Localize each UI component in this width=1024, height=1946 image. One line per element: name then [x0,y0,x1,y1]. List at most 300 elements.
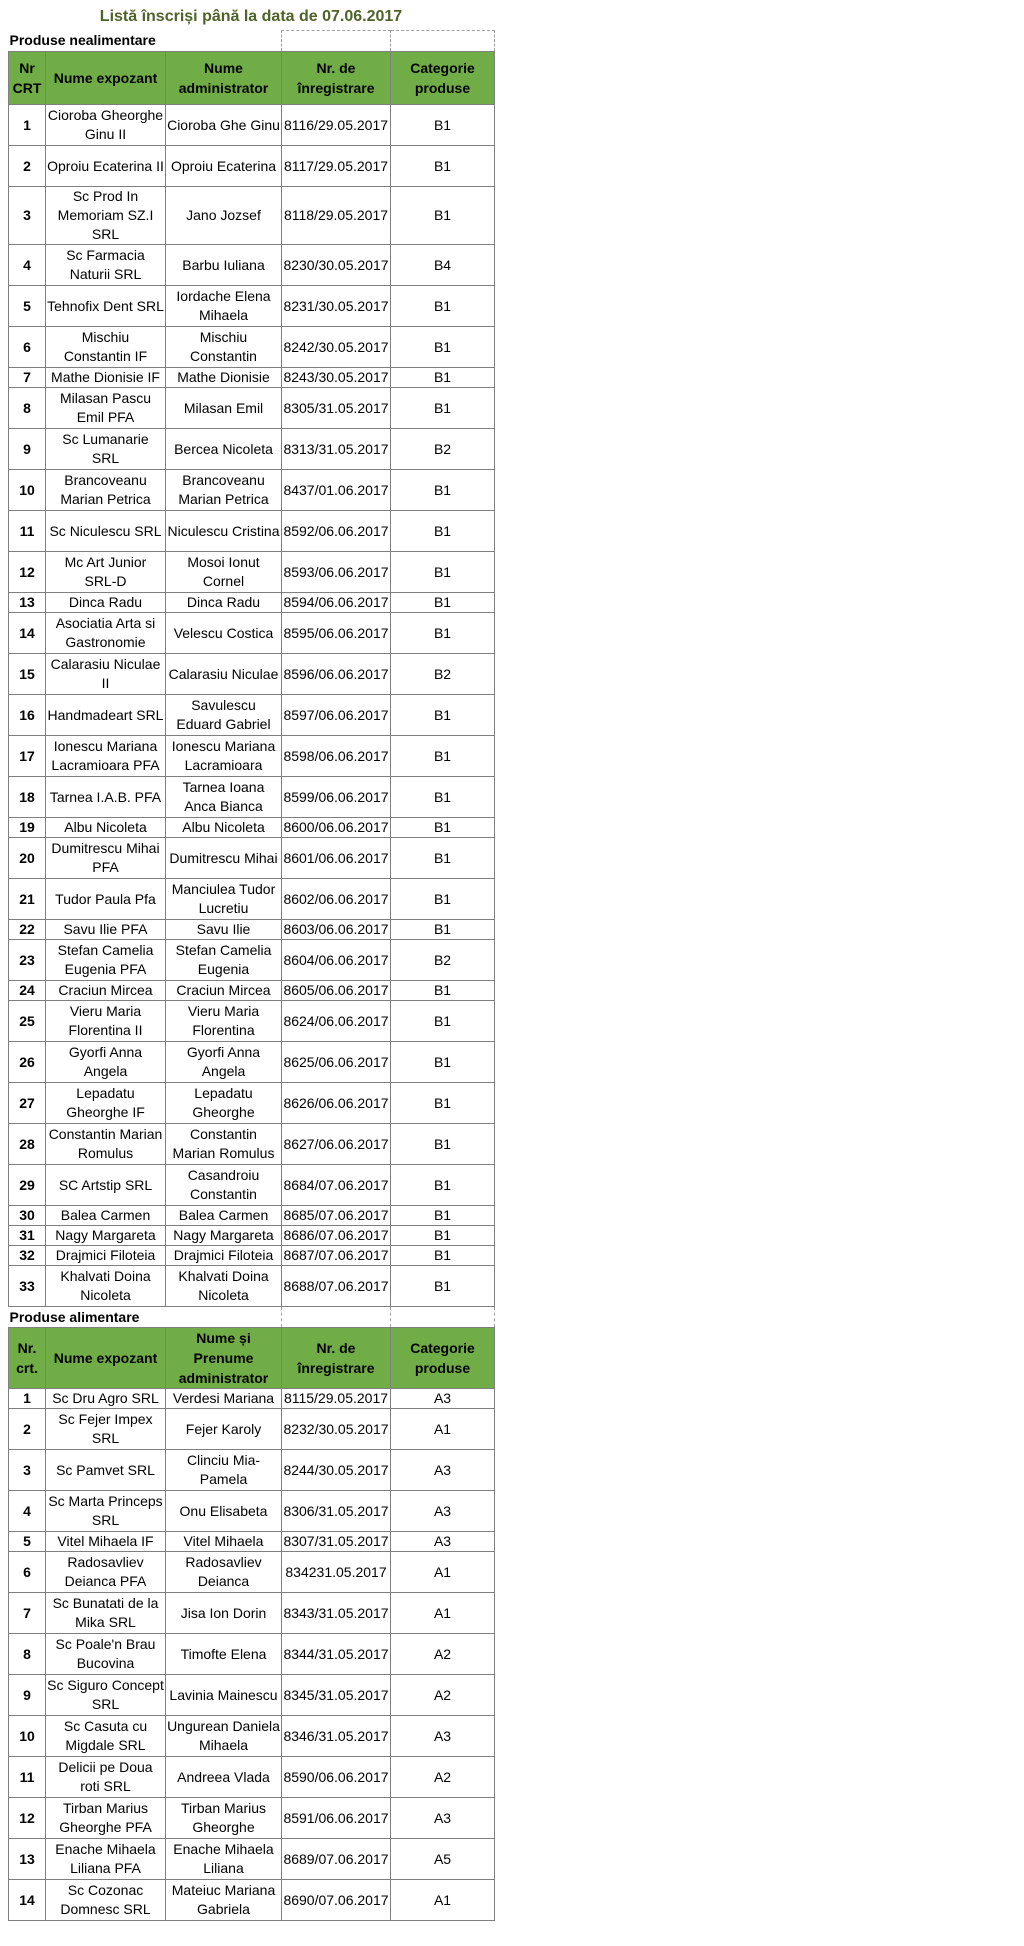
exhibitor-name: Asociatia Arta si Gastronomie [46,613,166,654]
row-number: 3 [9,1450,46,1491]
row-number: 6 [9,327,46,368]
table-row [9,552,495,593]
administrator-name: Savulescu Eduard Gabriel [166,695,282,736]
table-row [9,593,495,613]
product-category: B2 [391,429,495,470]
table-row [9,654,495,695]
table-row [9,1165,495,1206]
blank-cell [282,31,391,52]
blank-cell [391,1307,495,1328]
column-header: Nr. de înregistrare [282,52,391,105]
administrator-name: Dinca Radu [166,593,282,613]
administrator-name: Drajmici Filoteia [166,1246,282,1266]
exhibitor-name: Drajmici Filoteia [46,1246,166,1266]
administrator-name: Bercea Nicoleta [166,429,282,470]
row-number: 13 [9,1839,46,1880]
exhibitor-name: Stefan Camelia Eugenia PFA [46,940,166,981]
registration-number: 8597/06.06.2017 [282,695,391,736]
exhibitor-name: Radosavliev Deianca PFA [46,1552,166,1593]
exhibitor-name: Sc Prod In Memoriam SZ.I SRL [46,187,166,245]
row-number: 23 [9,940,46,981]
table-row [9,1001,495,1042]
product-category: A3 [391,1389,495,1409]
product-category: B1 [391,593,495,613]
exhibitor-name: Nagy Margareta [46,1226,166,1246]
registration-number: 8593/06.06.2017 [282,552,391,593]
exhibitor-name: Sc Fejer Impex SRL [46,1409,166,1450]
registration-number: 8688/07.06.2017 [282,1266,391,1307]
row-number: 4 [9,245,46,286]
registration-number: 8685/07.06.2017 [282,1206,391,1226]
product-category: B1 [391,879,495,920]
registration-number: 8598/06.06.2017 [282,736,391,777]
exhibitor-name: Enache Mihaela Liliana PFA [46,1839,166,1880]
product-category: A1 [391,1409,495,1450]
table-row [9,286,495,327]
exhibitor-name: Cioroba Gheorghe Ginu II [46,105,166,146]
column-header: Nr. de înregistrare [282,1328,391,1389]
row-number: 8 [9,1634,46,1675]
table-row [9,1491,495,1532]
exhibitor-name: Sc Bunatati de la Mika SRL [46,1593,166,1634]
row-number: 5 [9,286,46,327]
table-row [9,1839,495,1880]
exhibitor-name: Tudor Paula Pfa [46,879,166,920]
product-category: A3 [391,1450,495,1491]
table-row [9,1124,495,1165]
section-label: Produse nealimentare [9,32,156,49]
product-category: B1 [391,1042,495,1083]
product-category: B1 [391,818,495,838]
table-row [9,146,495,187]
row-number: 11 [9,511,46,552]
table-row [9,940,495,981]
administrator-name: Gyorfi Anna Angela [166,1042,282,1083]
table-row [9,327,495,368]
registration-number: 8594/06.06.2017 [282,593,391,613]
administrator-name: Ungurean Daniela Mihaela [166,1716,282,1757]
row-number: 6 [9,1552,46,1593]
exhibitor-name: Calarasiu Niculae II [46,654,166,695]
exhibitor-name: Albu Nicoleta [46,818,166,838]
row-number: 7 [9,368,46,388]
administrator-name: Jisa Ion Dorin [166,1593,282,1634]
administrator-name: Enache Mihaela Liliana [166,1839,282,1880]
table-row [9,1880,495,1921]
registration-number: 8624/06.06.2017 [282,1001,391,1042]
administrator-name: Ionescu Mariana Lacramioara [166,736,282,777]
product-category: B4 [391,245,495,286]
registration-number: 8243/30.05.2017 [282,368,391,388]
administrator-name: Niculescu Cristina [166,511,282,552]
product-category: B1 [391,1246,495,1266]
table-row [9,1716,495,1757]
registration-number: 8117/29.05.2017 [282,146,391,187]
row-number: 26 [9,1042,46,1083]
table-row [9,1266,495,1307]
row-number: 1 [9,1389,46,1409]
exhibitor-name: Ionescu Mariana Lacramioara PFA [46,736,166,777]
exhibitor-name: Brancoveanu Marian Petrica [46,470,166,511]
row-number: 28 [9,1124,46,1165]
column-header: Nume expozant [46,1328,166,1389]
product-category: A2 [391,1675,495,1716]
administrator-name: Mateiuc Mariana Gabriela [166,1880,282,1921]
administrator-name: Khalvati Doina Nicoleta [166,1266,282,1307]
row-number: 11 [9,1757,46,1798]
column-header: Categorie produse [391,52,495,105]
row-number: 18 [9,777,46,818]
exhibitor-name: Sc Dru Agro SRL [46,1389,166,1409]
exhibitor-name: Gyorfi Anna Angela [46,1042,166,1083]
row-number: 5 [9,1532,46,1552]
product-category: B1 [391,613,495,654]
administrator-name: Calarasiu Niculae [166,654,282,695]
administrator-name: Lepadatu Gheorghe [166,1083,282,1124]
exhibitor-name: Sc Niculescu SRL [46,511,166,552]
exhibitor-name: Savu Ilie PFA [46,920,166,940]
table-row [9,245,495,286]
registration-number: 8689/07.06.2017 [282,1839,391,1880]
table-row [9,1675,495,1716]
product-category: B2 [391,654,495,695]
table-row [9,388,495,429]
exhibitor-name: Vitel Mihaela IF [46,1532,166,1552]
column-header: Nume administrator [166,52,282,105]
administrator-name: Manciulea Tudor Lucretiu [166,879,282,920]
table-row [9,695,495,736]
product-category: B1 [391,1226,495,1246]
row-number: 24 [9,981,46,1001]
row-number: 12 [9,1798,46,1839]
exhibitor-name: Sc Cozonac Domnesc SRL [46,1880,166,1921]
column-header: Nr CRT [9,52,46,105]
administrator-name: Jano Jozsef [166,187,282,245]
registration-number: 8306/31.05.2017 [282,1491,391,1532]
section-label-row [9,31,495,52]
row-number: 32 [9,1246,46,1266]
product-category: B1 [391,388,495,429]
exhibitor-name: Sc Siguro Concept SRL [46,1675,166,1716]
administrator-name: Radosavliev Deianca [166,1552,282,1593]
product-category: B1 [391,187,495,245]
registration-number: 8307/31.05.2017 [282,1532,391,1552]
column-header: Categorie produse [391,1328,495,1389]
row-number: 1 [9,105,46,146]
registration-number: 8305/31.05.2017 [282,388,391,429]
exhibitor-name: Delicii pe Doua roti SRL [46,1757,166,1798]
product-category: B1 [391,1206,495,1226]
registration-number: 8626/06.06.2017 [282,1083,391,1124]
row-number: 31 [9,1226,46,1246]
registration-number: 8687/07.06.2017 [282,1246,391,1266]
exhibitor-name: Khalvati Doina Nicoleta [46,1266,166,1307]
registration-number: 8244/30.05.2017 [282,1450,391,1491]
product-category: B1 [391,1124,495,1165]
product-category: B2 [391,940,495,981]
section-label: Produse alimentare [9,1308,140,1325]
table-row [9,470,495,511]
administrator-name: Iordache Elena Mihaela [166,286,282,327]
exhibitor-name: Sc Poale'n Brau Bucovina [46,1634,166,1675]
registration-number: 8116/29.05.2017 [282,105,391,146]
row-number: 14 [9,1880,46,1921]
blank-cell [391,31,495,52]
row-number: 21 [9,879,46,920]
registration-number: 8599/06.06.2017 [282,777,391,818]
administrator-name: Casandroiu Constantin [166,1165,282,1206]
registration-number: 8118/29.05.2017 [282,187,391,245]
product-category: A3 [391,1798,495,1839]
header-row [9,1328,495,1389]
section-label-row [9,1307,495,1328]
registration-number: 8605/06.06.2017 [282,981,391,1001]
row-number: 10 [9,1716,46,1757]
registration-number: 8684/07.06.2017 [282,1165,391,1206]
sheet-body [9,31,495,1921]
table-row [9,920,495,940]
exhibitor-name: Lepadatu Gheorghe IF [46,1083,166,1124]
product-category: A3 [391,1716,495,1757]
row-number: 16 [9,695,46,736]
product-category: B1 [391,368,495,388]
column-header: Nume expozant [46,52,166,105]
administrator-name: Tirban Marius Gheorghe [166,1798,282,1839]
registration-number: 8313/31.05.2017 [282,429,391,470]
product-category: B1 [391,146,495,187]
row-number: 14 [9,613,46,654]
table-row [9,736,495,777]
administrator-name: Timofte Elena [166,1634,282,1675]
administrator-name: Nagy Margareta [166,1226,282,1246]
registration-number: 8686/07.06.2017 [282,1226,391,1246]
exhibitor-name: Sc Casuta cu Migdale SRL [46,1716,166,1757]
exhibitor-name: Tarnea I.A.B. PFA [46,777,166,818]
row-number: 13 [9,593,46,613]
product-category: B1 [391,1266,495,1307]
table-row [9,1409,495,1450]
product-category: B1 [391,105,495,146]
registration-number: 8230/30.05.2017 [282,245,391,286]
product-category: B1 [391,327,495,368]
table-row [9,105,495,146]
table-row [9,368,495,388]
row-number: 20 [9,838,46,879]
product-category: A5 [391,1839,495,1880]
row-number: 3 [9,187,46,245]
table-row [9,777,495,818]
table-row [9,187,495,245]
registration-number: 834231.05.2017 [282,1552,391,1593]
administrator-name: Stefan Camelia Eugenia [166,940,282,981]
product-category: B1 [391,286,495,327]
registration-number: 8627/06.06.2017 [282,1124,391,1165]
row-number: 25 [9,1001,46,1042]
row-number: 9 [9,429,46,470]
registration-number: 8596/06.06.2017 [282,654,391,695]
table-row [9,1206,495,1226]
exhibitor-name: Tirban Marius Gheorghe PFA [46,1798,166,1839]
table-row [9,1757,495,1798]
administrator-name: Mosoi Ionut Cornel [166,552,282,593]
administrator-name: Velescu Costica [166,613,282,654]
exhibitor-name: Handmadeart SRL [46,695,166,736]
table-row [9,981,495,1001]
table-row [9,879,495,920]
product-category: A1 [391,1593,495,1634]
product-category: A1 [391,1552,495,1593]
row-number: 15 [9,654,46,695]
table-row [9,1083,495,1124]
registration-number: 8231/30.05.2017 [282,286,391,327]
product-category: B1 [391,511,495,552]
product-category: B1 [391,920,495,940]
registration-number: 8346/31.05.2017 [282,1716,391,1757]
administrator-name: Savu Ilie [166,920,282,940]
row-number: 19 [9,818,46,838]
administrator-name: Mathe Dionisie [166,368,282,388]
registration-number: 8592/06.06.2017 [282,511,391,552]
product-category: B1 [391,777,495,818]
exhibitor-name: Milasan Pascu Emil PFA [46,388,166,429]
registration-number: 8600/06.06.2017 [282,818,391,838]
product-category: A3 [391,1532,495,1552]
administrator-name: Dumitrescu Mihai [166,838,282,879]
administrator-name: Clinciu Mia-Pamela [166,1450,282,1491]
exhibitor-name: Oproiu Ecaterina II [46,146,166,187]
exhibitor-name: Vieru Maria Florentina II [46,1001,166,1042]
administrator-name: Constantin Marian Romulus [166,1124,282,1165]
exhibitor-name: Mischiu Constantin IF [46,327,166,368]
administrator-name: Onu Elisabeta [166,1491,282,1532]
table-row [9,1450,495,1491]
row-number: 30 [9,1206,46,1226]
row-number: 2 [9,146,46,187]
table-row [9,1226,495,1246]
row-number: 7 [9,1593,46,1634]
product-category: B1 [391,1001,495,1042]
administrator-name: Mischiu Constantin [166,327,282,368]
registration-number: 8602/06.06.2017 [282,879,391,920]
column-header: Nr. crt. [9,1328,46,1389]
administrator-name: Verdesi Mariana [166,1389,282,1409]
product-category: B1 [391,470,495,511]
administrator-name: Andreea Vlada [166,1757,282,1798]
administrator-name: Craciun Mircea [166,981,282,1001]
exhibitor-name: Mathe Dionisie IF [46,368,166,388]
registration-number: 8604/06.06.2017 [282,940,391,981]
exhibitor-name: Sc Marta Princeps SRL [46,1491,166,1532]
registration-number: 8345/31.05.2017 [282,1675,391,1716]
administrator-name: Barbu Iuliana [166,245,282,286]
table-row [9,1246,495,1266]
exhibitor-name: SC Artstip SRL [46,1165,166,1206]
registration-number: 8343/31.05.2017 [282,1593,391,1634]
product-category: A2 [391,1634,495,1675]
product-category: B1 [391,838,495,879]
exhibitor-name: Sc Lumanarie SRL [46,429,166,470]
registration-number: 8232/30.05.2017 [282,1409,391,1450]
column-header: Nume și Prenume administrator [166,1328,282,1389]
table-row [9,1634,495,1675]
product-category: B1 [391,1083,495,1124]
registration-number: 8115/29.05.2017 [282,1389,391,1409]
table-row [9,1532,495,1552]
product-category: B1 [391,736,495,777]
row-number: 10 [9,470,46,511]
row-number: 17 [9,736,46,777]
row-number: 2 [9,1409,46,1450]
exhibitor-name: Tehnofix Dent SRL [46,286,166,327]
administrator-name: Fejer Karoly [166,1409,282,1450]
registration-number: 8590/06.06.2017 [282,1757,391,1798]
blank-cell [282,1307,391,1328]
registration-number: 8242/30.05.2017 [282,327,391,368]
row-number: 33 [9,1266,46,1307]
product-category: B1 [391,695,495,736]
registration-number: 8601/06.06.2017 [282,838,391,879]
administrator-name: Vitel Mihaela [166,1532,282,1552]
exhibitor-name: Mc Art Junior SRL-D [46,552,166,593]
administrator-name: Lavinia Mainescu [166,1675,282,1716]
administrator-name: Vieru Maria Florentina [166,1001,282,1042]
administrator-name: Tarnea Ioana Anca Bianca [166,777,282,818]
table-row [9,1798,495,1839]
administrator-name: Oproiu Ecaterina [166,146,282,187]
administrator-name: Albu Nicoleta [166,818,282,838]
exhibitor-name: Sc Farmacia Naturii SRL [46,245,166,286]
registration-number: 8690/07.06.2017 [282,1880,391,1921]
table-row [9,838,495,879]
product-category: B1 [391,981,495,1001]
registrations-sheet [8,30,495,1921]
administrator-name: Balea Carmen [166,1206,282,1226]
exhibitor-name: Dumitrescu Mihai PFA [46,838,166,879]
table-row [9,429,495,470]
exhibitor-name: Craciun Mircea [46,981,166,1001]
administrator-name: Brancoveanu Marian Petrica [166,470,282,511]
table-row [9,511,495,552]
row-number: 22 [9,920,46,940]
table-row [9,1593,495,1634]
table-row [9,1552,495,1593]
row-number: 29 [9,1165,46,1206]
table-row [9,613,495,654]
table-row [9,1042,495,1083]
row-number: 27 [9,1083,46,1124]
product-category: A1 [391,1880,495,1921]
registration-number: 8625/06.06.2017 [282,1042,391,1083]
row-number: 12 [9,552,46,593]
exhibitor-name: Dinca Radu [46,593,166,613]
registration-number: 8437/01.06.2017 [282,470,391,511]
registration-number: 8595/06.06.2017 [282,613,391,654]
exhibitor-name: Balea Carmen [46,1206,166,1226]
administrator-name: Milasan Emil [166,388,282,429]
row-number: 8 [9,388,46,429]
row-number: 9 [9,1675,46,1716]
registration-number: 8591/06.06.2017 [282,1798,391,1839]
row-number: 4 [9,1491,46,1532]
table-row [9,1389,495,1409]
product-category: B1 [391,1165,495,1206]
page-title: Listă înscriși până la data de 07.06.2017 [99,8,403,25]
product-category: B1 [391,552,495,593]
table-row [9,818,495,838]
product-category: A3 [391,1491,495,1532]
administrator-name: Cioroba Ghe Ginu [166,105,282,146]
registration-number: 8603/06.06.2017 [282,920,391,940]
